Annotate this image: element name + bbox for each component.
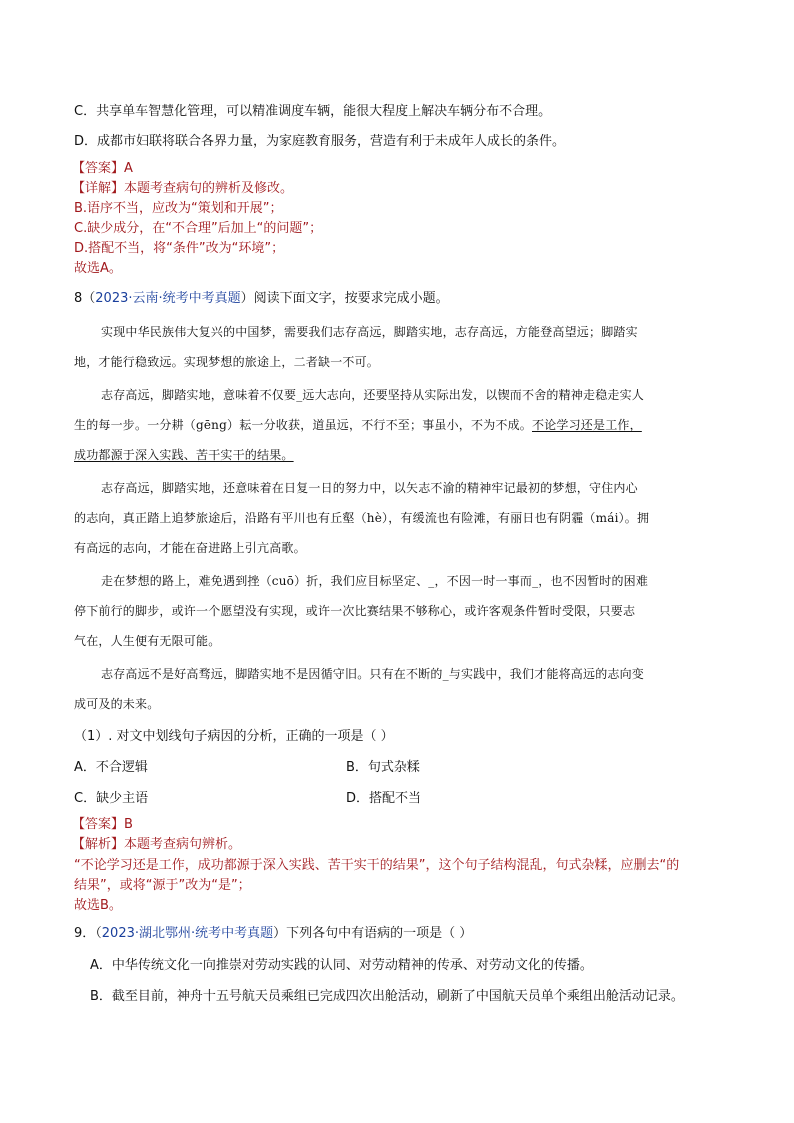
q8-option-a[interactable]: A．不合逻辑 — [74, 760, 148, 775]
q9-number: 9．（ — [74, 926, 102, 941]
q8-number: 8（ — [74, 291, 96, 306]
q9-option-a[interactable]: A．中华传统文化一向推崇对劳动实践的认同、对劳动精神的传承、对劳动文化的传播。 — [90, 958, 593, 973]
q8-passage-p1-line1: 实现中华民族伟大复兴的中国梦，需要我们志存高远，脚踏实地，志存高远，方能登高望远；脚踏实 — [101, 325, 638, 339]
q9-intro: ）下列各句中有语病的一项是（ ） — [273, 926, 473, 941]
q8-header — [74, 290, 449, 308]
q8-option-b[interactable]: B．句式杂糅 — [346, 760, 420, 775]
q8-passage-p1-line2: 地，才能行稳致远。实现梦想的旅途上，二者缺一不可。 — [74, 355, 380, 369]
q8-source: 2023·云南·统考中考真题 — [95, 291, 241, 306]
q9-source: 2023·湖北鄂州·统考中考真题 — [101, 926, 274, 941]
q8-passage-p2-line2-text: 生的每一步。一分耕（gēng）耘一分收获，道虽远，不行不至；事虽小，不为不成。 — [74, 418, 532, 432]
q8-passage-p3-line1: 志存高远，脚踏实地，还意味着在日复一日的努力中，以矢志不渝的精神牢记最初的梦想，守住内心 — [101, 481, 638, 495]
q8-analysis-line1: “不论学习还是工作，成功都源于深入实践、苦干实干的结果”，这个句子结构混乱，句式杂糅，应删去“的 — [74, 858, 680, 873]
q8-passage-p5-line2: 成可及的未来。 — [74, 697, 160, 711]
q7-option-c: C．共享单车智慧化管理，可以精准调度车辆，能很大程度上解决车辆分布不合理。 — [74, 104, 552, 119]
q8-answer: 【答案】B — [72, 817, 133, 832]
underlined-sentence-part1: 不论学习还是工作， — [532, 418, 642, 432]
q8-intro: ）阅读下面文字，按要求完成小题。 — [240, 291, 449, 306]
q9-header — [74, 925, 472, 943]
q8-passage-p3-line2: 的志向，真正踏上追梦旅途后，沿路有平川也有丘壑（hè），有缓流也有险滩，有丽日也有阴霾（mái）。拥 — [74, 511, 650, 525]
q8-passage-p2-line2 — [74, 416, 642, 434]
q8-option-c[interactable]: C．缺少主语 — [74, 791, 149, 806]
q8-option-d[interactable]: D．搭配不当 — [346, 791, 422, 806]
q7-conclusion: 故选A。 — [74, 261, 122, 276]
underlined-sentence-part2: 成功都源于深入实践、苦干实干的结果。 — [74, 448, 294, 462]
q8-passage-p5-line1: 志存高远不是好高骛远，脚踏实地不是因循守旧。只有在不断的_与实践中，我们才能将高远的志向变 — [101, 667, 645, 681]
q8-sub-question: （1）. 对文中划线句子病因的分析，正确的一项是（ ） — [74, 729, 394, 744]
q8-passage-p3-line3: 有高远的志向，才能在奋进路上引亢高歌。 — [74, 541, 306, 555]
q7-detail-d: D.搭配不当，将“条件”改为“环境”； — [74, 241, 285, 256]
q8-passage-p2-line1: 志存高远，脚踏实地，意味着不仅要_远大志向，还要坚持从实际出发，以锲而不舍的精神走稳走实人 — [101, 388, 645, 402]
q8-passage-p4-line3: 气在，人生便有无限可能。 — [74, 634, 221, 648]
q7-detail-b: B.语序不当，应改为“策划和开展”； — [74, 201, 283, 216]
q8-passage-p4-line2: 停下前行的脚步，或许一个愿望没有实现，或许一次比赛结果不够称心，或许客观条件暂时受限，只要志 — [74, 604, 636, 618]
q8-analysis-line2: 结果”，或将“源于”改为“是”； — [74, 878, 251, 893]
q7-detail-title: 【详解】本题考查病句的辨析及修改。 — [72, 181, 294, 196]
q7-option-d: D．成都市妇联将联合各界力量，为家庭教育服务，营造有利于未成年人成长的条件。 — [74, 134, 566, 149]
q7-detail-c: C.缺少成分，在“不合理”后加上“的问题”； — [74, 221, 323, 236]
q8-passage-p4-line1: 走在梦想的路上，难免遇到挫（cuō）折，我们应目标坚定、_，不因一时一事而_，也不因暂时的困难 — [101, 574, 649, 588]
q8-analysis-title: 【解析】本题考查病句辨析。 — [72, 837, 242, 852]
q9-option-b[interactable]: B．截至目前，神舟十五号航天员乘组已完成四次出舱活动，刷新了中国航天员单个乘组出舱活动记录。 — [90, 989, 684, 1004]
q8-conclusion: 故选B。 — [74, 898, 122, 913]
q7-answer: 【答案】A — [72, 161, 133, 176]
